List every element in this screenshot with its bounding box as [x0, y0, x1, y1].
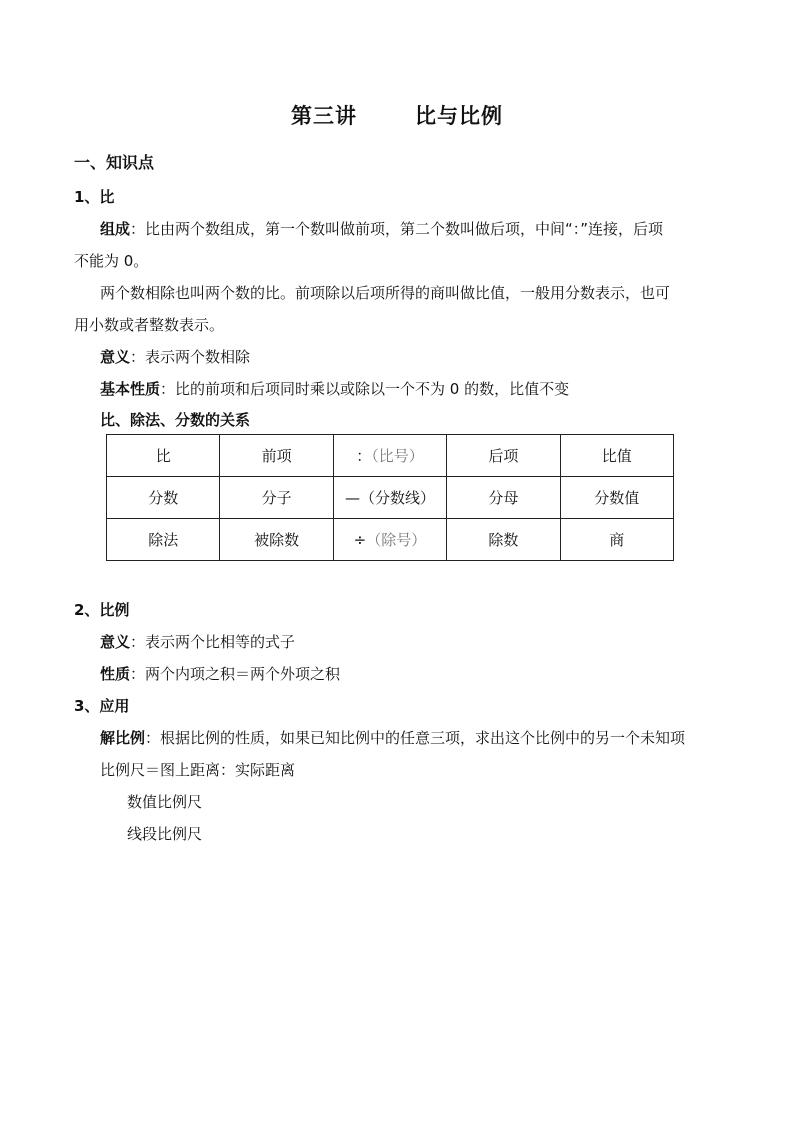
section-heading: 一、知识点 [74, 153, 155, 172]
table-cell: 被除数 [220, 519, 333, 561]
table-cell: 后项 [447, 435, 560, 477]
table-row [107, 519, 674, 561]
ratio-property-label: 基本性质 [100, 380, 161, 398]
table-cell: 比 [107, 435, 220, 477]
symbol: — [344, 489, 360, 507]
table-cell: 分子 [220, 477, 333, 519]
symbol: ÷ [353, 531, 367, 549]
scale-formula-line: 比例尺＝图上距离：实际距离 [100, 761, 296, 779]
table-cell: 商 [560, 519, 673, 561]
proportion-meaning-text: ：表示两个比相等的式子 [130, 633, 296, 651]
ratio-property-line [100, 378, 569, 399]
ratio-definition-line-1: 两个数相除也叫两个数的比。前项除以后项所得的商叫做比值，一般用分数表示，也可 [100, 284, 671, 302]
subsection-ratio-heading: 1、比 [74, 188, 115, 206]
solve-proportion-label: 解比例 [100, 729, 146, 747]
proportion-property-text: ：两个内项之积＝两个外项之积 [130, 665, 341, 683]
ratio-meaning-label: 意义 [100, 348, 131, 366]
ratio-meaning-line [100, 346, 250, 367]
page-title [0, 100, 794, 130]
subsection-proportion-heading: 2、比例 [74, 601, 130, 619]
composition-line-2: 不能为 0。 [74, 252, 149, 270]
title-topic: 比与比例 [415, 104, 503, 128]
composition-text: ：比由两个数组成，第一个数叫做前项，第二个数叫做后项，中间“：”连接，后项 [130, 220, 664, 238]
symbol: ： [356, 447, 372, 465]
table-row [107, 435, 674, 477]
composition-line [100, 218, 663, 239]
ratio-meaning-text: ：表示两个数相除 [130, 348, 251, 366]
symbol-name: （比号） [371, 447, 424, 465]
table-cell [333, 519, 446, 561]
table-cell: 除法 [107, 519, 220, 561]
symbol-name: （除号） [366, 531, 427, 549]
ratio-definition-line-2: 用小数或者整数表示。 [74, 316, 225, 334]
proportion-meaning-label: 意义 [100, 633, 131, 651]
table-cell: 前项 [220, 435, 333, 477]
proportion-property-line [100, 663, 340, 684]
scale-item-line: 线段比例尺 [127, 825, 203, 843]
solve-proportion-line [100, 727, 685, 748]
table-cell [333, 477, 446, 519]
composition-label: 组成 [100, 220, 131, 238]
title-lecture: 第三讲 [291, 104, 357, 128]
table-cell: 分数值 [560, 477, 673, 519]
subsection-application-heading: 3、应用 [74, 697, 130, 715]
table-row [107, 477, 674, 519]
table-cell: 比值 [560, 435, 673, 477]
proportion-property-label: 性质 [100, 665, 131, 683]
table-cell [333, 435, 446, 477]
table-cell: 分母 [447, 477, 560, 519]
proportion-meaning-line [100, 631, 295, 652]
solve-proportion-text: ：根据比例的性质，如果已知比例中的任意三项，求出这个比例中的另一个未知项 [145, 729, 686, 747]
table-cell: 分数 [107, 477, 220, 519]
scale-item-numeric: 数值比例尺 [127, 793, 203, 811]
symbol-name: （分数线） [359, 489, 435, 507]
relation-heading: 比、除法、分数的关系 [100, 411, 251, 429]
ratio-property-text: ：比的前项和后项同时乘以或除以一个不为 0 的数，比值不变 [160, 380, 570, 398]
relation-table [106, 434, 674, 561]
table-cell: 除数 [447, 519, 560, 561]
